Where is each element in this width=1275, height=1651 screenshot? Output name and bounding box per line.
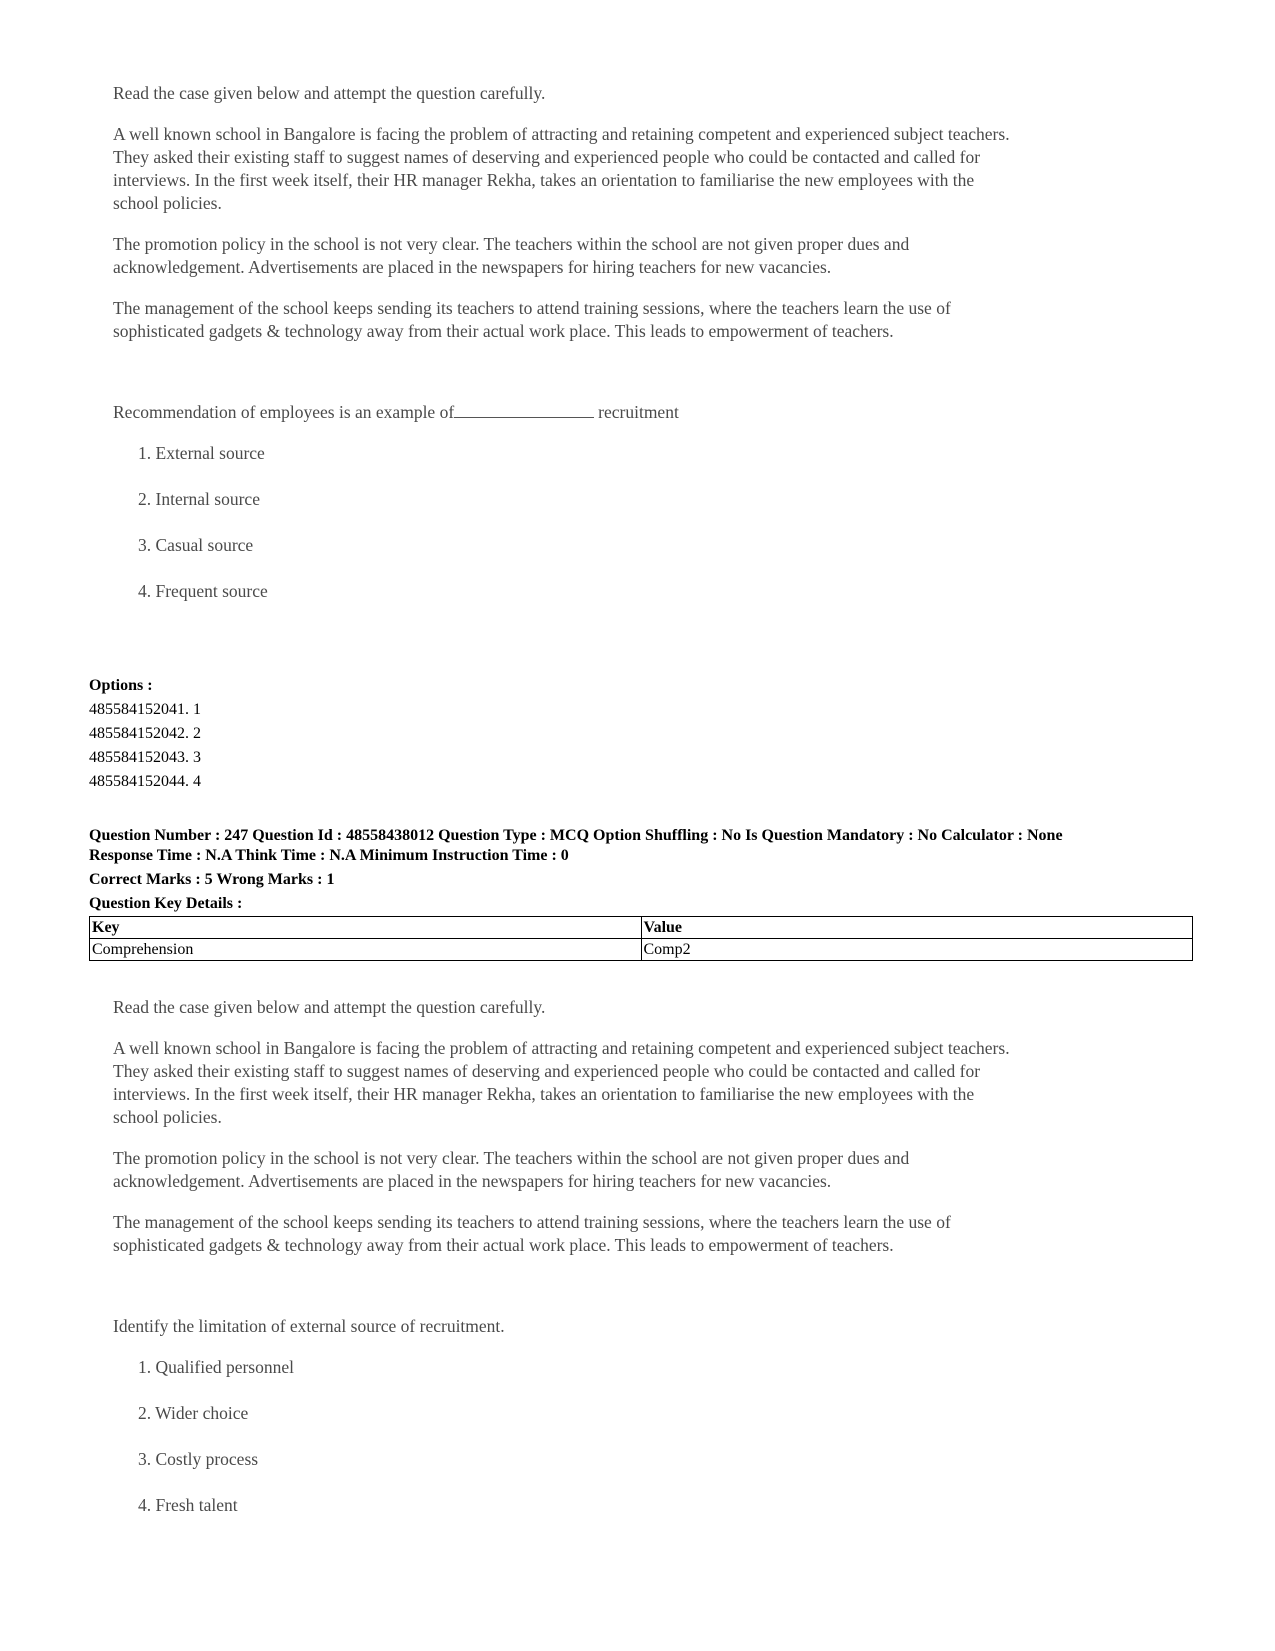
option-item: 485584152044. 4	[89, 773, 201, 790]
case-paragraph: The promotion policy in the school is not very clear. The teachers within the school are not given proper dues and acknowledgement. Advertisements are placed in the newspapers for hiring teachers for new vacancies.	[113, 1148, 910, 1191]
question-meta-line: Question Number : 247 Question Id : 48558438012 Question Type : MCQ Option Shuffling : No Is Question Mandatory : No Calculator : None	[89, 827, 1063, 844]
choice-item: 3. Casual source	[138, 535, 254, 555]
option-item: 485584152042. 2	[89, 725, 201, 742]
choice-item: 2. Wider choice	[138, 1403, 249, 1423]
question-meta	[89, 826, 1189, 914]
choice-list	[113, 1356, 1013, 1518]
case-intro: Read the case given below and attempt the question carefully.	[113, 83, 546, 103]
table-header-cell: Key	[90, 917, 642, 939]
question-key-table	[89, 916, 1193, 961]
question-text: Identify the limitation of external source of recruitment.	[113, 1316, 505, 1336]
choice-item: 4. Fresh talent	[138, 1495, 238, 1515]
case-paragraph: The management of the school keeps sending its teachers to attend training sessions, where the teachers learn the use of sophisticated gadgets & technology away from their actual work place. This leads to empowerment of teachers.	[113, 298, 951, 341]
choice-item: 1. Qualified personnel	[138, 1357, 294, 1377]
case-study-image-2	[113, 996, 1013, 1540]
question-text-after-blank: recruitment	[598, 402, 679, 422]
case-study-image-1	[113, 82, 1013, 626]
question-text	[113, 401, 1013, 424]
table-cell: Comprehension	[90, 939, 642, 961]
question-meta-line: Response Time : N.A Think Time : N.A Minimum Instruction Time : 0	[89, 847, 569, 864]
choice-item: 3. Costly process	[138, 1449, 259, 1469]
table-header-cell: Value	[641, 917, 1193, 939]
choice-item: 4. Frequent source	[138, 581, 268, 601]
option-item: 485584152043. 3	[89, 749, 201, 766]
table-cell: Comp2	[641, 939, 1193, 961]
choice-list	[113, 442, 1013, 604]
option-item: 485584152041. 1	[89, 701, 201, 718]
options-block	[89, 674, 201, 794]
options-title: Options :	[89, 677, 153, 694]
case-paragraph: A well known school in Bangalore is facing the problem of attracting and retaining competent and experienced subject teachers. They asked their existing staff to suggest names of deserving and experienced people who could be contacted and called for interviews. In the first week itself, their HR manager Rekha, takes an orientation to familiarise the new employees with the school policies.	[113, 124, 1010, 213]
case-paragraph: The management of the school keeps sending its teachers to attend training sessions, where the teachers learn the use of sophisticated gadgets & technology away from their actual work place. This leads to empowerment of teachers.	[113, 1212, 951, 1255]
case-paragraph: The promotion policy in the school is not very clear. The teachers within the school are not given proper dues and acknowledgement. Advertisements are placed in the newspapers for hiring teachers for new vacancies.	[113, 234, 910, 277]
case-paragraph: A well known school in Bangalore is facing the problem of attracting and retaining competent and experienced subject teachers. They asked their existing staff to suggest names of deserving and experienced people who could be contacted and called for interviews. In the first week itself, their HR manager Rekha, takes an orientation to familiarise the new employees with the school policies.	[113, 1038, 1010, 1127]
question-text-before-blank: Recommendation of employees is an example of	[113, 402, 455, 422]
choice-item: 1. External source	[138, 443, 265, 463]
table-header-row	[90, 917, 1193, 939]
question-marks-line: Correct Marks : 5 Wrong Marks : 1	[89, 871, 335, 888]
question-key-details-label: Question Key Details :	[89, 895, 243, 912]
answer-blank	[454, 401, 594, 418]
table-row	[90, 939, 1193, 961]
choice-item: 2. Internal source	[138, 489, 260, 509]
case-intro: Read the case given below and attempt the question carefully.	[113, 997, 546, 1017]
